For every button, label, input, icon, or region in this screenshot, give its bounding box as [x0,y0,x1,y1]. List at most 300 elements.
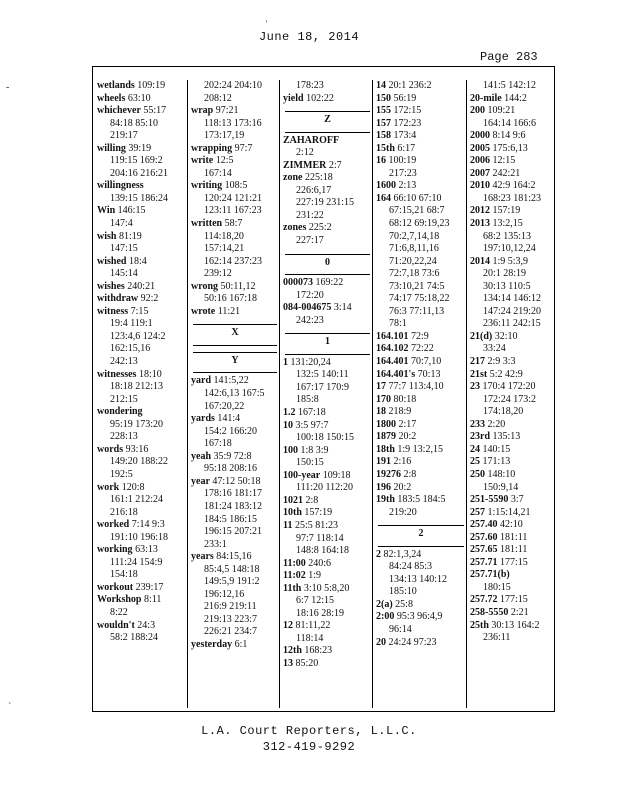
index-entry [470,544,556,557]
index-term: 1800 [376,418,396,430]
page-line-references: 109:21 [485,105,516,117]
index-entry [470,93,556,106]
page-line-references: 73:10,21 74:5 [389,280,445,292]
index-column-3 [279,80,372,708]
index-continuation-line [191,626,279,639]
index-term: 11th [283,582,302,594]
index-entry [376,381,466,394]
index-entry [191,476,279,489]
index-entry [470,331,556,344]
section-divider [378,525,464,526]
section-letter-heading: 1 [325,336,330,348]
page-line-references: 25:5 81:23 [292,519,339,531]
index-term: 164 [376,192,391,204]
index-term: written [191,218,223,230]
page-line-references: 12:5 [213,155,234,167]
index-term: 11 [283,519,293,531]
index-entry [97,143,186,156]
index-term: 13 [283,657,293,669]
page-line-references: 32:10 [492,330,518,342]
index-continuation-line [376,624,466,637]
page-line-references: 95:3 96:4,9 [394,611,443,623]
page-line-references: 6:17 [394,142,416,154]
page-line-references: 120:24 121:21 [204,192,263,204]
index-term: 164.102 [376,343,409,355]
index-term: 196 [376,481,391,493]
index-continuation-line [97,557,186,570]
page-line-references: 157:19 [301,507,333,519]
index-entry [376,369,466,382]
index-entry [376,599,466,612]
index-continuation-line [97,532,186,545]
page-line-references: 173:17,19 [204,130,245,142]
page-line-references: 102:22 [303,92,334,104]
page-line-references: 97:21 [213,105,239,117]
index-term: 21st [470,368,488,380]
index-continuation-line [283,315,372,328]
page-line-references: 226:6,17 [296,184,332,196]
page-line-references: 95:19 173:20 [110,418,164,430]
index-term: 24 [470,443,480,455]
index-continuation-line [191,463,279,476]
index-entry [97,231,186,244]
index-continuation-line [191,93,279,106]
index-term: 25th [470,619,489,631]
index-entry [97,369,186,382]
index-term: 20-mile [470,92,502,104]
index-entry [470,419,556,432]
section-underline [285,132,370,133]
index-term: 170 [376,393,391,405]
page-line-references: 202:24 204:10 [204,80,263,91]
index-term: Win [97,205,116,217]
page-line-references: 172:23 [391,117,422,129]
index-term: 11:00 [283,557,306,569]
index-continuation-line [191,268,279,281]
page-line-references: 72:22 [408,343,434,355]
index-entry [470,155,556,168]
index-continuation-line [191,614,279,627]
index-term: 150 [376,92,391,104]
page-line-references: 39:19 [125,142,152,154]
page-line-references: 226:21 234:7 [204,626,258,638]
page-line-references: 123:11 167:23 [204,205,262,217]
page-line-references: 168:23 [301,645,333,657]
index-continuation-line [283,80,372,93]
index-term: willing [97,142,126,154]
index-term: 1021 [283,494,303,506]
page-line-references: 3:14 [331,302,352,314]
index-entry [97,594,186,607]
index-entry [283,172,372,185]
reporter-company: L.A. Court Reporters, L.L.C. [201,724,417,738]
index-term: words [97,443,124,455]
index-term: wrong [191,280,219,292]
index-continuation-line [97,569,186,582]
index-term: yards [191,413,215,425]
index-column-2 [187,80,279,708]
page-line-references: 8:11 [141,594,162,606]
page-line-references: 70:2,7,14,18 [389,230,440,242]
index-term: wetlands [97,80,135,91]
page-line-references: 8:14 9:6 [490,130,526,142]
index-continuation-line [97,318,186,331]
page-line-references: 167:18 [204,438,232,450]
index-term: 19th [376,494,395,506]
page-line-references: 123:4,6 124:2 [110,330,166,342]
index-term: 164.401 [376,356,409,368]
page-line-references: 82:1,3,24 [381,548,422,560]
index-entry [97,620,186,633]
index-term: 233 [470,418,485,430]
index-continuation-line [191,205,279,218]
page-line-references: 135:13 [490,431,521,443]
index-continuation-line [283,210,372,223]
page-line-references: 2:8 [401,468,417,480]
page-line-references: 74:17 75:18,22 [389,293,450,305]
index-entry [376,611,466,624]
index-entry [97,544,186,557]
page-line-references: 97:7 118:14 [296,532,344,544]
page-line-references: 184:5 186:15 [204,513,258,525]
word-index-frame [92,66,555,712]
page-line-references: 242:13 [110,356,138,368]
index-continuation-line [283,147,372,160]
page-line-references: 84:15,16 [213,551,252,563]
page-line-references: 109:19 [134,80,166,91]
index-entry [97,205,186,218]
page-line-references: 63:13 [132,544,158,556]
page-line-references: 216:18 [110,506,138,518]
index-term: zone [283,172,303,184]
page-line-references: 24:24 97:23 [386,636,437,648]
index-term: zones [283,222,307,234]
index-term: 17 [376,381,386,393]
page-line-references: 1:15:14,21 [485,506,531,518]
index-entry [191,413,279,426]
page-line-references: 85:4,5 148:18 [204,563,260,575]
page-line-references: 139:15 186:24 [110,192,169,204]
index-term: wish [97,230,117,242]
page-line-references: 180:15 [483,581,511,593]
index-continuation-line [97,419,186,432]
page-line-references: 161:1 212:24 [110,494,164,506]
index-continuation-line [97,331,186,344]
page-line-references: 2:16 [391,456,412,468]
index-entry [191,105,279,118]
index-entry [376,193,466,206]
index-entry [97,80,186,93]
page-line-references: 196:15 207:21 [204,526,263,538]
index-term: yesterday [191,638,233,650]
index-continuation-line [283,290,372,303]
index-term: wished [97,255,127,267]
index-entry [376,494,466,507]
page-line-references: 147:24 219:20 [483,305,542,317]
index-continuation-line [376,231,466,244]
page-line-references: 93:16 [123,443,149,455]
page-line-references: 84:24 85:3 [389,561,433,573]
page-line-references: 154:2 166:20 [204,425,258,437]
page-line-references: 178:23 [296,80,324,91]
index-term: 200 [470,105,485,117]
index-term: 217 [470,356,485,368]
index-entry [376,105,466,118]
index-continuation-line [376,318,466,331]
index-continuation-line [191,426,279,439]
section-divider [285,254,370,255]
index-continuation-line [283,633,372,646]
index-column-1 [97,80,186,708]
page-number: Page 283 [480,50,538,64]
index-continuation-line [97,168,186,181]
section-divider [193,324,277,325]
page-line-references: 109:18 [320,469,351,481]
page-line-references: 173:4 [391,130,417,142]
page-line-references: 157:19 [490,205,521,217]
index-term: 158 [376,130,391,142]
page-line-references: 141:5 142:12 [483,80,537,91]
page-line-references: 111:20 112:20 [296,482,353,494]
index-entry [283,357,372,370]
page-line-references: 171:13 [480,456,511,468]
section-underline [285,274,370,275]
index-continuation-line [191,514,279,527]
index-entry [191,281,279,294]
index-continuation-line [376,256,466,269]
index-continuation-line [283,545,372,558]
index-entry [470,444,556,457]
page-line-references: 19:4 119:1 [110,318,153,330]
page-line-references: 100:19 [386,155,417,167]
index-entry [97,180,186,193]
index-continuation-line [191,564,279,577]
page-line-references: 3:7 [508,494,524,506]
deposition-date: June 18, 2014 [258,30,360,44]
page-line-references: 231:22 [296,209,324,221]
page-line-references: 6:1 [232,638,248,650]
index-entry [470,532,556,545]
index-continuation-line [191,589,279,602]
page-line-references: 132:5 140:11 [296,369,349,381]
page-line-references: 2:12 [296,147,314,159]
page-line-references: 239:12 [204,268,232,280]
page-line-references: 154:18 [110,569,138,581]
page-line-references: 216:9 219:11 [204,601,257,613]
index-entry [376,456,466,469]
margin-mark-top: - [6,82,10,93]
index-entry [470,218,556,231]
page-line-references: 63:10 [125,92,151,104]
index-continuation-line [191,576,279,589]
index-continuation-line [97,507,186,520]
page-line-references: 2:9 3:3 [485,356,516,368]
index-entry [191,180,279,193]
page-line-references: 141:5,22 [211,375,249,387]
reporter-phone: 312-419-9292 [262,740,356,754]
index-entry [470,456,556,469]
index-continuation-line [97,243,186,256]
index-term: 2 [376,548,381,560]
index-entry [470,105,556,118]
index-term: 2010 [470,180,490,192]
page-line-references: 81:19 [116,230,142,242]
page-line-references: 111:24 154:9 [110,556,163,568]
index-term: yeah [191,450,211,462]
page-line-references: 72:7,18 73:6 [389,268,440,280]
page-line-references: 77:7 113:4,10 [386,381,444,393]
page-line-references: 225:18 [302,172,333,184]
index-term: 257.65 [470,544,498,556]
page-line-references: 13:2,15 [490,218,523,230]
index-entry [376,343,466,356]
page-line-references: 177:15 [497,594,528,606]
page-line-references: 24:3 [134,619,156,631]
index-entry [376,143,466,156]
page-line-references: 118:13 173:16 [204,117,262,129]
index-continuation-line [191,539,279,552]
index-continuation-line [470,243,556,256]
page-line-references: 84:18 85:10 [110,117,159,129]
index-entry [470,381,556,394]
index-entry [97,293,186,306]
index-continuation-line [283,482,372,495]
index-continuation-line [376,293,466,306]
index-term: 164.101 [376,330,409,342]
index-term: 000073 [283,277,313,289]
index-term: 157 [376,117,391,129]
index-continuation-line [97,268,186,281]
index-entry [470,607,556,620]
page-line-references: 181:24 183:12 [204,500,263,512]
index-term: 1879 [376,431,396,443]
page-line-references: 71:6,8,11,16 [389,243,439,255]
index-continuation-line [470,306,556,319]
page-line-references: 219:20 [389,506,417,518]
page-line-references: 2:17 [396,418,417,430]
index-entry [470,494,556,507]
index-term: 257.40 [470,519,498,531]
index-entry [97,256,186,269]
page-line-references: 1:8 3:9 [298,444,329,456]
index-term: 250 [470,468,485,480]
page-line-references: 167:14 [204,167,232,179]
index-term: 257.72 [470,594,498,606]
page-line-references: 191:10 196:18 [110,531,169,543]
index-term: 257.71 [470,556,498,568]
index-continuation-line [470,343,556,356]
page-line-references: 192:5 [110,468,133,480]
index-entry [376,155,466,168]
index-term: wheels [97,92,126,104]
page-line-references: 30:13 164:2 [488,619,540,631]
index-continuation-line [191,526,279,539]
index-continuation-line [283,595,372,608]
page-line-references: 228:13 [110,431,138,443]
index-term: 2000 [470,130,490,142]
index-continuation-line [283,185,372,198]
index-term: write [191,155,214,167]
index-term: 20 [376,636,386,648]
index-term: willingness [97,180,144,192]
page-line-references: 148:10 [485,468,516,480]
page-line-references: 196:12,16 [204,588,245,600]
index-continuation-line [470,406,556,419]
index-entry [97,306,186,319]
index-term: ZIMMER [283,159,327,171]
index-entry [376,444,466,457]
page-line-references: 172:24 173:2 [483,393,537,405]
index-term: 2014 [470,255,490,267]
index-term: years [191,551,214,563]
index-entry [470,143,556,156]
index-term: witness [97,305,129,317]
index-entry [283,495,372,508]
index-continuation-line [191,401,279,414]
page-line-references: 119:15 169:2 [110,155,163,167]
page-line-references: 50:11,12 [218,280,256,292]
index-entry [470,620,556,633]
page-line-references: 71:20,22,24 [389,255,437,267]
index-continuation-line [97,218,186,231]
index-entry [97,482,186,495]
page-line-references: 172:15 [391,105,422,117]
index-continuation-line [191,118,279,131]
index-term: ZAHAROFF [283,134,340,146]
page-line-references: 236:11 [483,632,511,644]
index-term: 23rd [470,431,490,443]
index-entry [97,281,186,294]
page-line-references: 2:20 [485,418,506,430]
index-entry [283,93,372,106]
page-line-references: 164:14 166:6 [483,117,537,129]
index-entry [470,557,556,570]
section-underline [193,372,277,373]
page-line-references: 20:2 [391,481,412,493]
margin-mark-bottom: ` [8,702,12,713]
index-continuation-line [97,456,186,469]
index-term: 2012 [470,205,490,217]
page-line-references: 70:13 [415,368,441,380]
index-continuation-line [470,118,556,131]
index-continuation-line [283,432,372,445]
index-continuation-line [470,318,556,331]
index-term: 10th [283,507,302,519]
index-entry [376,118,466,131]
index-term: 18 [376,406,386,418]
page-line-references: 8:22 [110,606,128,618]
index-continuation-line [376,574,466,587]
index-term: 12 [283,620,293,632]
index-term: worked [97,519,130,531]
index-continuation-line [376,561,466,574]
page-line-references: 33:24 [483,343,506,355]
page-line-references: 118:14 [296,632,324,644]
page-line-references: 172:20 [296,289,324,301]
index-entry [191,451,279,464]
index-term: 100 [283,444,298,456]
page-line-references: 240:6 [305,557,332,569]
index-term: wrote [191,305,216,317]
page-line-references: 120:8 [119,481,145,493]
index-term: 1 [283,356,288,368]
index-continuation-line [376,586,466,599]
index-continuation-line [283,457,372,470]
index-term: whichever [97,105,141,117]
page-line-references: 80:18 [391,393,417,405]
index-continuation-line [97,381,186,394]
index-term: 257 [470,506,485,518]
